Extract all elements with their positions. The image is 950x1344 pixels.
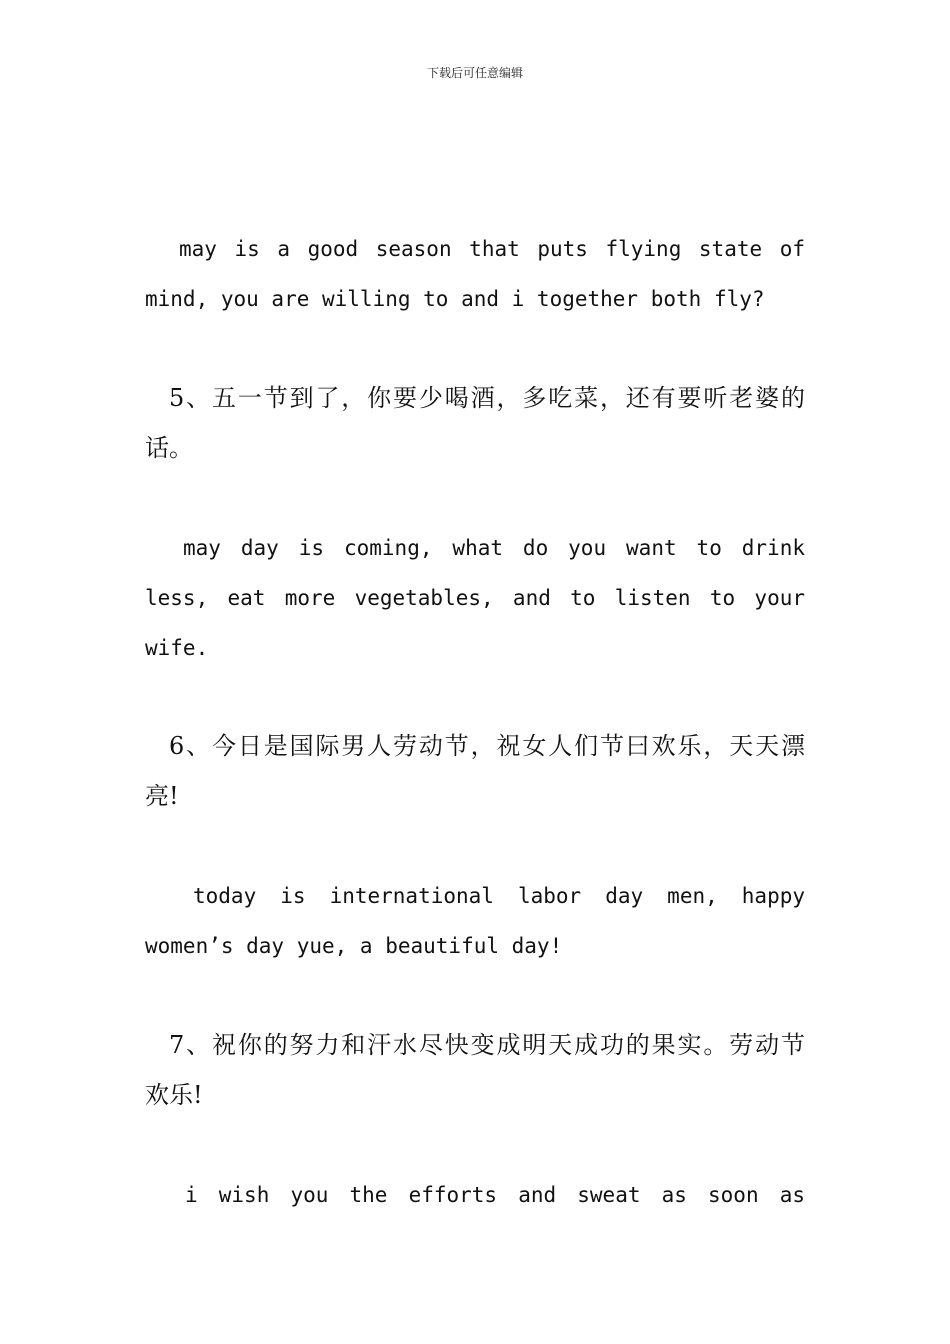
text-line: 5、五一节到了，你要少喝酒，多吃菜，还有要听老婆的 [169,384,805,412]
paragraph-zh-6 [145,721,805,821]
text-line: wife. [145,636,209,660]
text-line: may is a good season that puts flying state of [179,237,805,261]
paragraph-en-4 [145,1170,805,1220]
text-line: today is international labor day men, happy [193,884,805,908]
text-line: 7、祝你的努力和汗水尽快变成明天成功的果实。劳动节 [169,1031,805,1059]
paragraph-en-1 [145,224,805,324]
page-header: 下载后可任意编辑 [426,66,523,80]
text-line: 话。 [145,434,193,462]
text-line: 6、今日是国际男人劳动节，祝女人们节曰欢乐，天天漂 [169,732,805,760]
text-line: 欢乐! [145,1081,203,1109]
paragraph-zh-7 [145,1020,805,1120]
text-line: mind, you are willing to and i together both fly? [145,287,765,311]
paragraph-en-2 [145,523,805,673]
paragraph-en-3 [145,871,805,971]
text-line: 亮! [145,782,179,810]
text-line: less, eat more vegetables, and to listen to your [145,586,805,610]
text-line: women’s day yue, a beautiful day! [145,934,563,958]
text-line: i wish you the efforts and sweat as soon as [185,1183,805,1207]
paragraph-zh-5 [145,373,805,473]
text-line: may day is coming, what do you want to drink [183,536,805,560]
